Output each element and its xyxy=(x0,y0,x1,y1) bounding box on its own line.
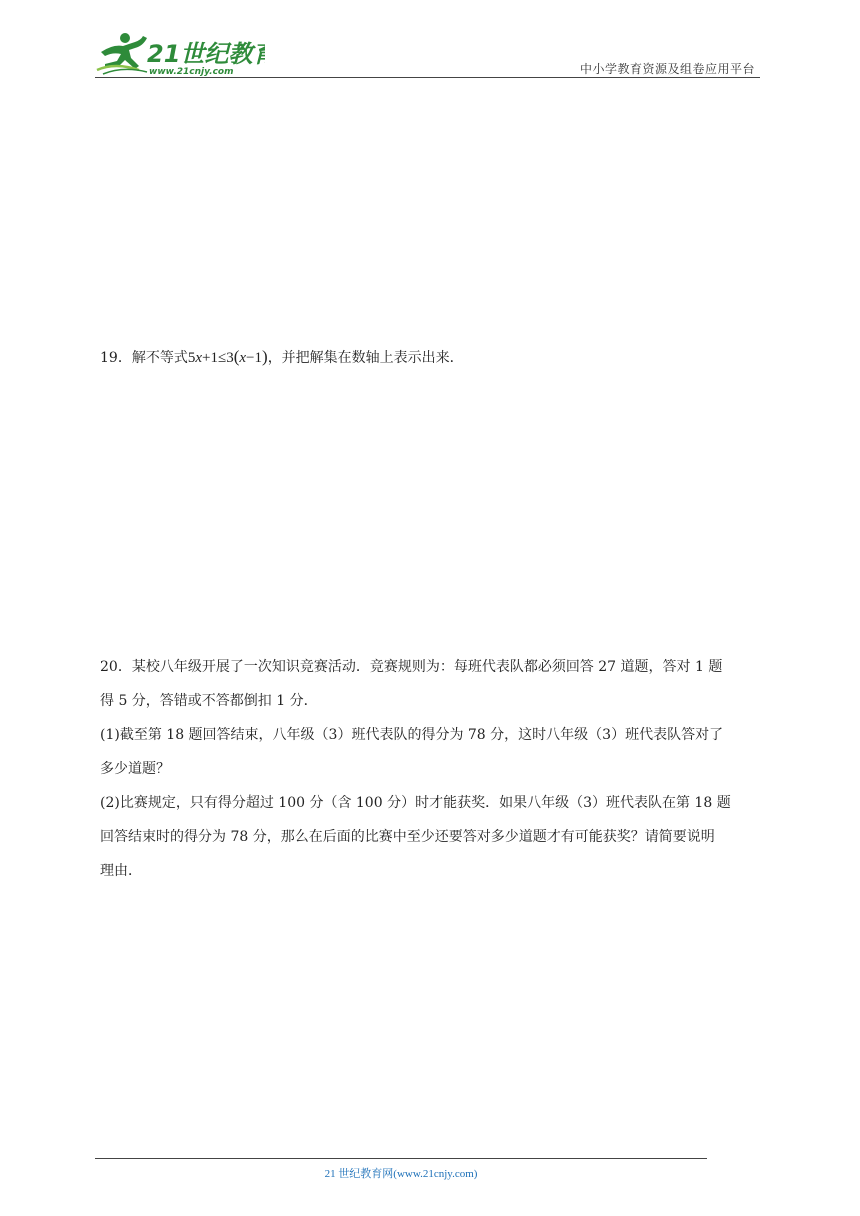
footer-link[interactable]: 21 世纪教育网(www.21cnjy.com) xyxy=(324,1168,478,1180)
expr-plus-one: +1 xyxy=(202,350,218,366)
page-header xyxy=(95,30,760,80)
question-19-text xyxy=(100,340,765,375)
question-20-part-2-line-2: 回答结束时的得分为 78 分，那么在后面的比赛中至少还要答对多少道题才有可能获奖？请简要说明 xyxy=(100,829,715,845)
header-divider xyxy=(95,77,760,78)
runner-logo-icon xyxy=(95,32,265,78)
expr-var-x: x xyxy=(195,350,202,366)
question-20-part-2-line-3: 理由． xyxy=(100,863,142,879)
expr-less-equal: ≤ xyxy=(217,350,227,366)
site-logo xyxy=(95,32,265,78)
expr-coef-5: 5 xyxy=(187,350,196,366)
question-20-line-1: 20．某校八年级开展了一次知识竞赛活动．竞赛规则为：每班代表队都必须回答 27 道题，答对 1 题 xyxy=(100,659,723,675)
header-tagline: 中小学教育资源及组卷应用平台 xyxy=(579,62,755,76)
question-20-part-1-line-2: 多少道题？ xyxy=(100,761,170,777)
inequality-expression xyxy=(187,347,268,366)
logo-wordmark: 21世纪教育 xyxy=(147,40,265,68)
footer-divider xyxy=(95,1158,707,1159)
question-20 xyxy=(100,650,765,888)
expr-open-paren: ( xyxy=(233,347,240,366)
question-20-line-2: 得 5 分，答错或不答都倒扣 1 分． xyxy=(100,693,318,709)
expr-var-x-2: x xyxy=(239,350,247,366)
question-19 xyxy=(100,340,765,375)
expr-close-paren: ) xyxy=(262,347,268,366)
question-19-instruction: ，并把解集在数轴上表示出来． xyxy=(267,350,464,366)
expr-coef-3: 3 xyxy=(226,350,234,366)
expr-minus-one: −1 xyxy=(246,350,263,366)
question-20-part-2-line-1: (2)比赛规定，只有得分超过 100 分（含 100 分）时才能获奖．如果八年级（3）班代表队在第 18 题 xyxy=(100,795,731,811)
question-19-number: 19． xyxy=(100,350,132,366)
question-19-prompt: 解不等式 xyxy=(131,350,188,366)
logo-url: www.21cnjy.com xyxy=(149,67,234,77)
question-20-part-1-line-1: (1)截至第 18 题回答结束，八年级（3）班代表队的得分为 78 分，这时八年级（3）班代表队答对了 xyxy=(100,727,724,743)
